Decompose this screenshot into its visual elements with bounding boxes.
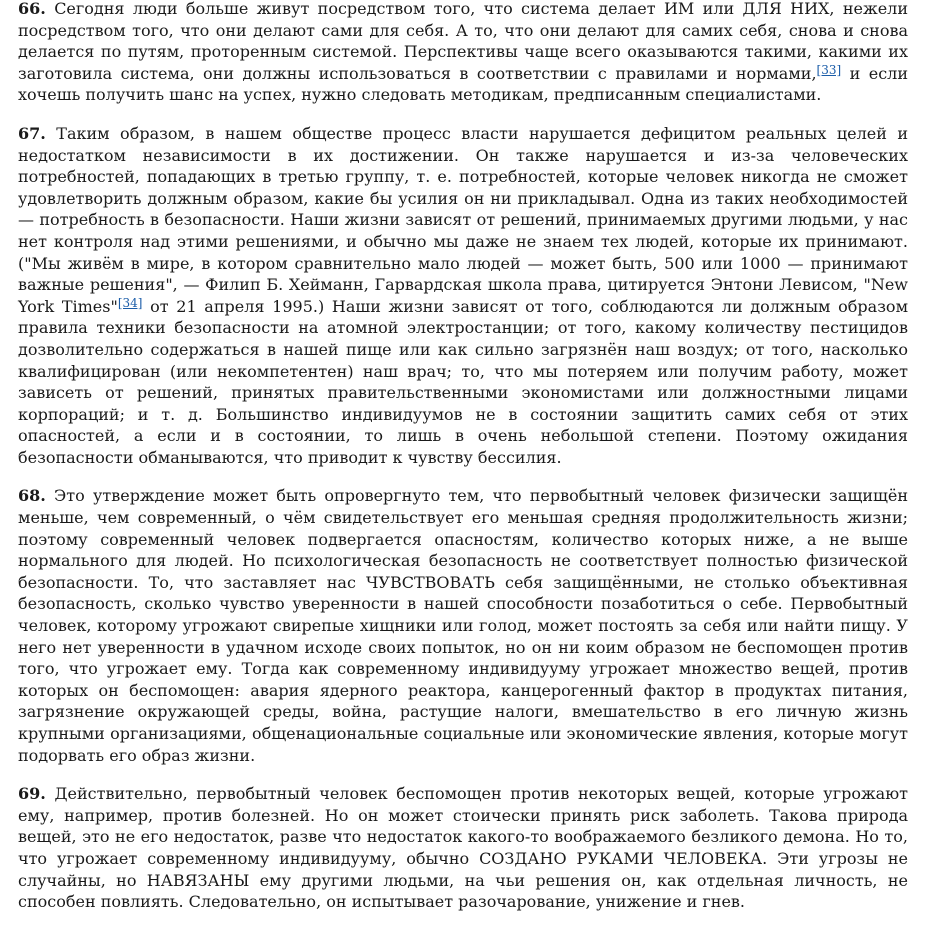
paragraph-number: 66. — [18, 0, 46, 18]
paragraph-number: 68. — [18, 486, 46, 506]
paragraph-number: 69. — [18, 784, 46, 804]
paragraph-text: Таким образом, в нашем обществе процесс власти нарушается дефицитом реальных целей и недостатком независимости в их достижении. Он также нарушается и из-за человеческих потребностей, попадающих в третью группу, т. е. потребностей, которые человек никогда не сможет удовлетворить должным образом, какие бы усилия он ни прикладывал. Одна из таких необходимостей — потребность в безопасности. Наши жизни зависят от решений, принимаемых другими людьми, у нас нет контроля над этими решениями, и обычно мы даже не знаем тех людей, которые их принимают. ("Мы живём в мире, в котором сравнительно мало людей — может быть, 500 или 1000 — принимают важные решения", — Филип Б. Хейманн, Гарвардская школа права, цитируется Энтони Левисом, "New York Times" — [18, 123, 909, 316]
paragraph-number: 67. — [18, 123, 46, 143]
paragraph-66 — [18, 0, 908, 106]
paragraph-text: и если хочешь получить шанс на успех, нужно следовать методикам, предписанным специалистами. — [18, 63, 908, 105]
paragraph-69 — [18, 783, 908, 913]
paragraph-text: Сегодня люди больше живут посредством того, что система делает ИМ или ДЛЯ НИХ, нежели посредством того, что они делают сами для себя. А то, что они делают для самих себя, снова и снова делается по путям, проторенным системой. Перспективы чаще всего оказываются такими, какими их заготовила система, они должны использоваться в соответствии с правилами и нормами, — [18, 0, 908, 83]
paragraph-67 — [18, 123, 908, 469]
paragraph-text: Это утверждение может быть опровергнуто тем, что первобытный человек физически защищён меньше, чем современный, о чём свидетельствует его меньшая средняя продолжительность жизни; поэтому современный человек подвергается опасностям, количество которых ниже, а не выше нормального для людей. Но психологическая безопасность не соответствует полностью физической безопасности. То, что заставляет нас ЧУВСТВОВАТЬ себя защищёнными, не столько объективная безопасность, сколько чувство уверенности в нашей способности позаботиться о себе. Первобытный человек, которому угрожают свирепые хищники или голод, может постоять за себя или найти пищу. У него нет уверенности в удачном исходе своих попыток, но он ни коим образом не беспомощен против того, что угрожает ему. Тогда как современному индивидууму угрожает множество вещей, против которых он беспомощен: авария ядерного реактора, канцерогенный фактор в продуктах питания, загрязнение окружающей среды, война, растущие налоги, вмешательство в его личную жизнь крупными организациями, общенациональные социальные или экономические явления, которые могут подорвать его образ жизни. — [18, 486, 908, 765]
paragraph-68 — [18, 485, 908, 766]
footnote-link-33[interactable]: [33] — [816, 62, 842, 77]
paragraph-text: Действительно, первобытный человек беспомощен против некоторых вещей, которые угрожают ему, например, против болезней. Но он может стоически принять риск заболеть. Такова природа вещей, это не его недостаток, разве что недостаток какого-то воображаемого безликого демона. Но то, что угрожает современному индивидууму, обычно СОЗДАНО РУКАМИ ЧЕЛОВЕКА. Эти угрозы не случайны, но НАВЯЗАНЫ ему другими людьми, на чьи решения он, как отдельная личность, не способен повлиять. Следовательно, он испытывает разочарование, унижение и гнев. — [18, 784, 908, 912]
document-body — [18, 0, 908, 913]
footnote-link-34[interactable]: [34] — [117, 295, 143, 310]
paragraph-text: от 21 апреля 1995.) Наши жизни зависят от того, соблюдаются ли должным образом правила техники безопасности на атомной электростанции; от того, какому количеству пестицидов дозволительно содержаться в нашей пище или как сильно загрязнён наш воздух; от того, насколько квалифицирован (или некомпетентен) наш врач; то, что мы потеряем или получим работу, может зависеть от решений, принятых правительственными экономистами или должностными лицами корпораций; и т. д. Большинство индивидуумов не в состоянии защитить самих себя от этих опасностей, а если и в состоянии, то лишь в очень небольшой степени. Поэтому ожидания безопасности обманываются, что приводит к чувству бессилия. — [18, 296, 909, 467]
